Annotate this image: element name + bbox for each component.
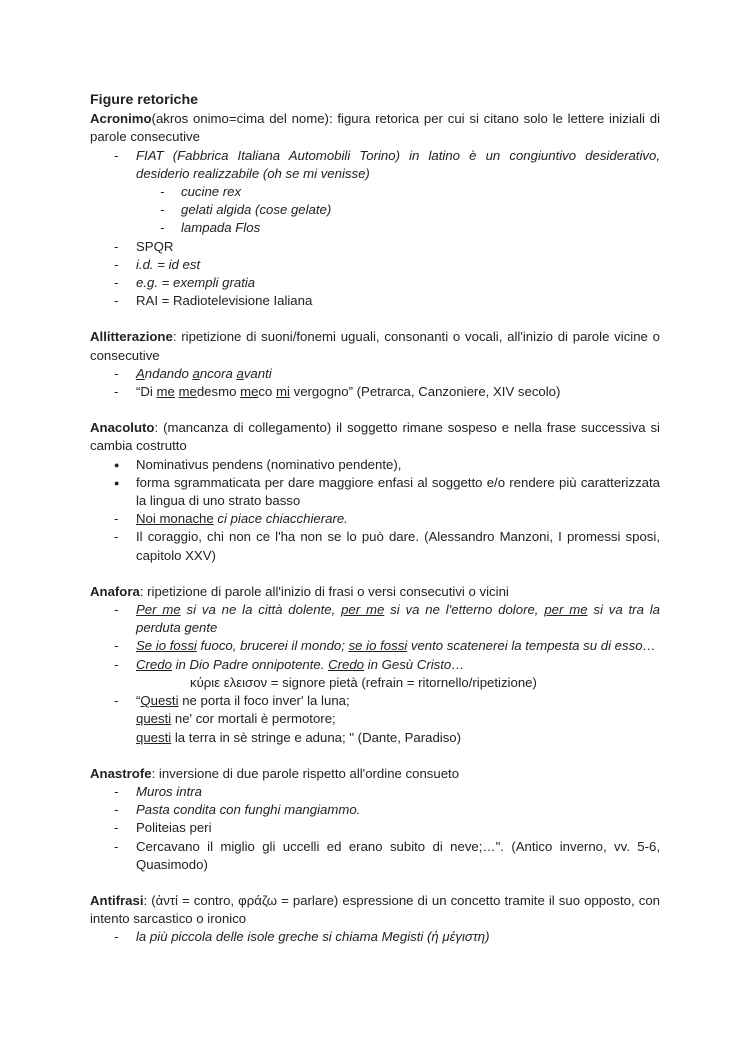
section-antifrasi <box>90 892 660 947</box>
anacoluto-definition: Anacoluto: (mancanza di collegamento) il soggetto rimane sospeso e nella frase successiva si cambia costrutto <box>90 420 660 454</box>
anastrofe-list <box>90 783 660 874</box>
list-item: - la più piccola delle isole greche si chiama Megisti (ἡ μέγιστη) <box>90 928 660 946</box>
list-item: - “Di me medesmo meco mi vergogno” (Petrarca, Canzoniere, XIV secolo) <box>90 383 660 401</box>
acronimo-definition: Acronimo(akros onimo=cima del nome): figura retorica per cui si citano solo le lettere iniziali di parole consecutive <box>90 111 660 145</box>
anastrofe-definition: Anastrofe: inversione di due parole rispetto all'ordine consueto <box>90 765 460 781</box>
dante-line-3: questi la terra in sè stringe e aduna; " (Dante, Paradiso) <box>136 729 462 745</box>
section-acronimo <box>90 110 660 310</box>
list-item: - Muros intra <box>90 783 660 801</box>
allitterazione-list <box>90 365 660 401</box>
term-anafora: Anafora <box>90 583 140 599</box>
allitterazione-definition: Allitterazione: ripetizione di suoni/fonemi uguali, consonanti o vocali, all'inizio di parole vicine o consecutive <box>90 329 660 363</box>
list-item: - SPQR <box>90 238 660 256</box>
term-antifrasi: Antifrasi <box>90 892 144 908</box>
list-item: - Andando ancora avanti <box>90 365 660 383</box>
list-item: - FIAT (Fabbrica Italiana Automobili Torino) in latino è un congiuntivo desiderativo, desiderio realizzabile (oh se mi venisse) <box>90 147 660 183</box>
section-anastrofe <box>90 765 660 874</box>
list-item: - Politeias peri <box>90 819 660 837</box>
list-item: - Cercavano il miglio gli uccelli ed erano subito di neve;…". (Antico inverno, vv. 5-6, Quasimodo) <box>90 838 660 874</box>
anacoluto-list <box>90 456 660 565</box>
antifrasi-list <box>90 928 660 946</box>
antifrasi-definition: Antifrasi: (ἀντί = contro, φράζω = parlare) espressione di un concetto tramite il suo opposto, con intento sarcastico o ironico <box>90 892 660 927</box>
list-item: ● Nominativus pendens (nominativo pendente), <box>90 456 660 474</box>
term-allitterazione: Allitterazione <box>90 329 173 345</box>
list-item: - RAI = Radiotelevisione Ialiana <box>90 292 660 310</box>
anafora-definition: Anafora: ripetizione di parole all'inizio di frasi o versi consecutivi o vicini <box>90 583 509 599</box>
anafora-dante-list <box>90 692 660 710</box>
list-item: - Credo in Dio Padre onnipotente. Credo in Gesù Cristo… <box>90 656 660 674</box>
dante-line-2: questi ne' cor mortali è permotore; <box>136 711 336 727</box>
list-item: - lampada Flos <box>90 219 660 237</box>
list-item: - Per me si va ne la città dolente, per me si va ne l'etterno dolore, per me si va tra la perduta gente <box>90 601 660 637</box>
page-title: Figure retoriche <box>90 92 199 108</box>
document-body <box>90 91 660 965</box>
term-anastrofe: Anastrofe <box>90 765 152 781</box>
acronimo-sublist <box>90 183 660 238</box>
section-anacoluto <box>90 419 660 565</box>
list-item: - Il coraggio, chi non ce l'ha non se lo può dare. (Alessandro Manzoni, I promessi sposi, capitolo XXV) <box>90 528 660 564</box>
list-item: ● forma sgrammaticata per dare maggiore enfasi al soggetto e/o rendere più caratterizzata la lingua di uno strato basso <box>90 474 660 510</box>
term-acronimo: Acronimo <box>90 111 152 127</box>
list-item: - e.g. = exempli gratia <box>90 274 660 292</box>
acronimo-list <box>90 147 660 183</box>
anafora-list <box>90 601 660 674</box>
list-item: - Pasta condita con funghi mangiammo. <box>90 801 660 819</box>
list-item: - Se io fossi fuoco, brucerei il mondo; se io fossi vento scatenerei la tempesta su di esso… <box>90 637 660 655</box>
list-item: - “Questi ne porta il foco inver' la luna; <box>90 692 660 710</box>
list-item: - cucine rex <box>90 183 660 201</box>
list-item: - i.d. = id est <box>90 256 660 274</box>
section-allitterazione <box>90 328 660 401</box>
kyrie-note: κύριε ελεισον = signore pietà (refrain = ritornello/ripetizione) <box>190 674 537 690</box>
list-item: - Noi monache ci piace chiacchierare. <box>90 510 660 528</box>
section-anafora <box>90 583 660 747</box>
term-anacoluto: Anacoluto <box>90 420 155 436</box>
list-item: - gelati algida (cose gelate) <box>90 201 660 219</box>
acronimo-list-2 <box>90 238 660 311</box>
